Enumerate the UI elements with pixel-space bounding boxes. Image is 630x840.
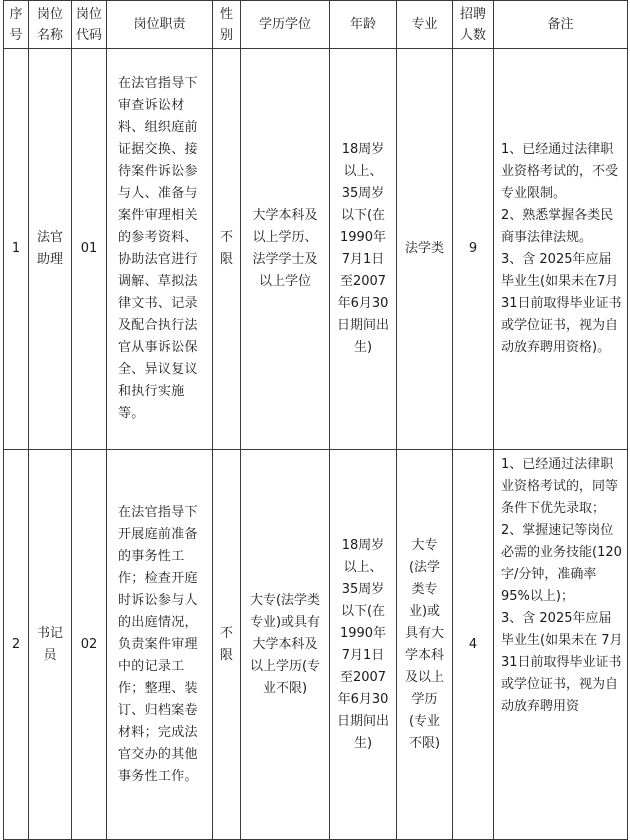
cell-age: 18周岁以上、35周岁以下(在1990年7月1日至2007年6月30日期间出生) <box>330 49 397 450</box>
cell-gender: 不限 <box>213 450 241 840</box>
cell-remarks: 1、已经通过法律职业资格考试的，不受专业限制。 2、熟悉掌握各类民商事法律法规。 3、含 2025年应届毕业生(如果未在7月31日前取得毕业证书或学位证书，视为自动放弃聘用资格)。 <box>494 49 628 450</box>
cell-duties: 在法官指导下开展庭前准备的事务性工作；检查开庭时诉讼参与人的出庭情况，负责案件审理中的记录工作；整理、装订、归档案卷材料；完成法官交办的其他事务性工作。 <box>107 450 213 840</box>
cell-post-name: 法官助理 <box>29 49 72 450</box>
cell-post-name: 书记员 <box>29 450 72 840</box>
table-header-row <box>4 1 628 49</box>
cell-post-code: 02 <box>72 450 107 840</box>
header-duties: 岗位职责 <box>107 1 213 49</box>
cell-education: 大学本科及以上学历、法学学士及以上学位 <box>241 49 330 450</box>
cell-education: 大专(法学类专业)或具有大学本科及以上学历(专业不限) <box>241 450 330 840</box>
table-row <box>4 49 628 450</box>
header-post-name: 岗位名称 <box>29 1 72 49</box>
cell-major: 大专(法学类专业)或具有大学本科及以上学历(专业不限) <box>397 450 453 840</box>
cell-quota: 9 <box>453 49 494 450</box>
header-seq: 序号 <box>4 1 29 49</box>
cell-seq: 2 <box>4 450 29 840</box>
cell-gender: 不限 <box>213 49 241 450</box>
recruitment-table <box>3 0 628 840</box>
header-quota: 招聘人数 <box>453 1 494 49</box>
header-education: 学历学位 <box>241 1 330 49</box>
header-gender: 性别 <box>213 1 241 49</box>
table-row <box>4 450 628 840</box>
cell-major: 法学类 <box>397 49 453 450</box>
header-age: 年龄 <box>330 1 397 49</box>
cell-duties: 在法官指导下审查诉讼材料、组织庭前证据交换、接待案件诉讼参与人、准备与案件审理相关的参考资料、协助法官进行调解、草拟法律文书、记录及配合执行法官从事诉讼保全、异议复议和执行实施等。 <box>107 49 213 450</box>
header-post-code: 岗位代码 <box>72 1 107 49</box>
header-major: 专业 <box>397 1 453 49</box>
cell-seq: 1 <box>4 49 29 450</box>
cell-age: 18周岁以上、35周岁以下(在1990年7月1日至2007年6月30日期间出生) <box>330 450 397 840</box>
header-remarks: 备注 <box>494 1 628 49</box>
cell-quota: 4 <box>453 450 494 840</box>
cell-post-code: 01 <box>72 49 107 450</box>
cell-remarks: 1、已经通过法律职业资格考试的，同等条件下优先录取； 2、掌握速记等岗位必需的业务技能(120字/分钟，准确率 95%以上)； 3、含 2025年应届毕业生(如果未在 7月31日前取得毕业证书或学位证书，视为自动放弃聘用资 <box>494 450 628 840</box>
